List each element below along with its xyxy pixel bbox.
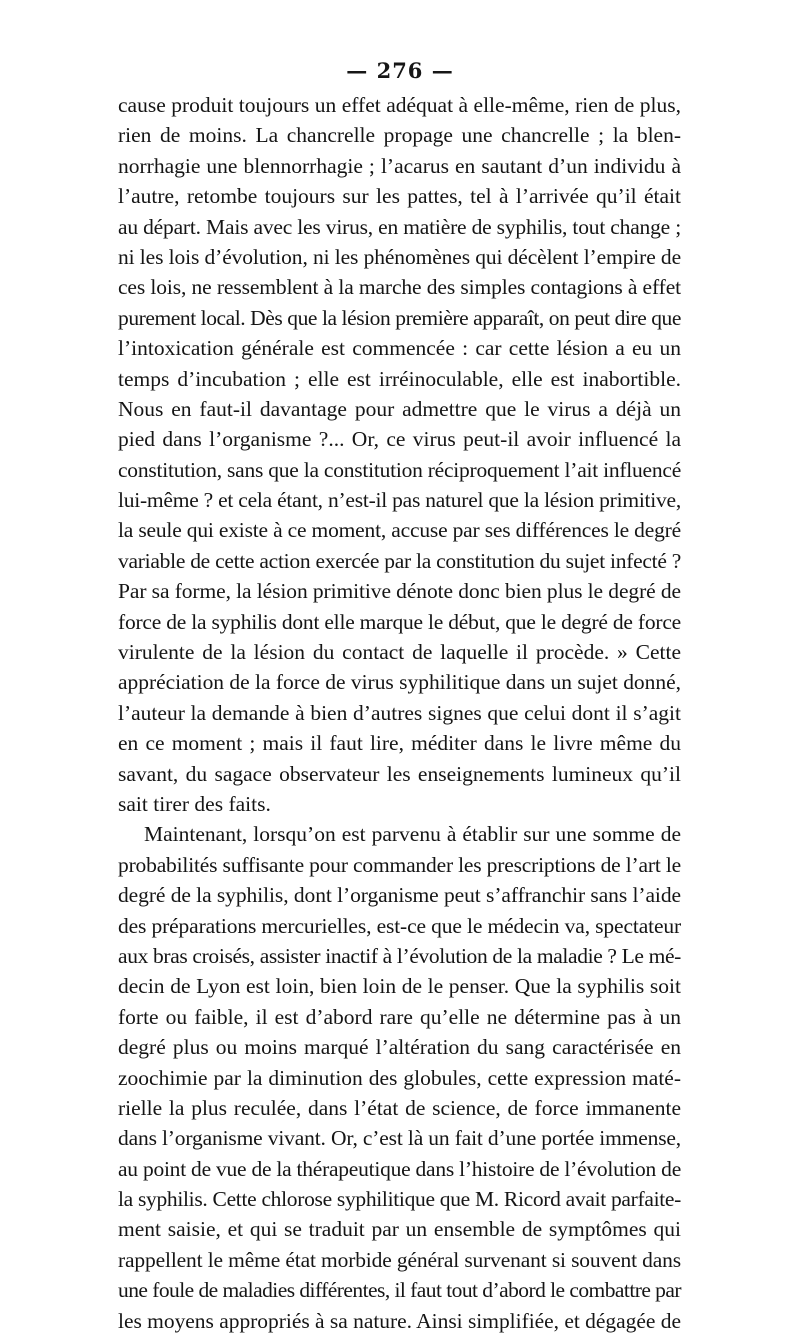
text-line: pied dans l’organisme ?... Or, ce virus peut-il avoir influencé la	[118, 427, 681, 452]
text-line: degré plus ou moins marqué l’altération du sang caractérisée en	[118, 1035, 681, 1060]
page-number: — 276 —	[346, 58, 454, 83]
text-line: la syphilis. Cette chlorose syphilitique que M. Ricord avait parfaite-	[118, 1187, 681, 1212]
text-line: l’intoxication générale est commencée : car cette lésion a eu un	[118, 336, 681, 361]
text-line: rappellent le même état morbide général survenant si souvent dans	[118, 1247, 681, 1272]
text-line: dans l’organisme vivant. Or, c’est là un fait d’une portée immense,	[118, 1126, 681, 1151]
text-line: appréciation de la force de virus syphilitique dans un sujet donné,	[118, 670, 681, 695]
text-line: temps d’incubation ; elle est irréinoculable, elle est inabortible.	[118, 366, 681, 391]
text-line: au départ. Mais avec les virus, en matière de syphilis, tout change ;	[118, 214, 681, 239]
text-line: constitution, sans que la constitution réciproquement l’ait influencé	[118, 457, 682, 482]
text-line: des préparations mercurielles, est-ce que le médecin va, spectateur	[118, 913, 681, 938]
text-line: sait tirer des faits.	[118, 791, 271, 816]
text-line: ment saisie, et qui se traduit par un ensemble de symptômes qui	[118, 1217, 681, 1242]
text-line: cause produit toujours un effet adéquat à elle-même, rien de plus,	[118, 93, 681, 117]
text-line: savant, du sagace observateur les enseignements lumineux qu’il	[118, 761, 681, 786]
body-text	[118, 90, 681, 1336]
text-line: l’auteur la demande à bien d’autres signes que celui dont il s’agit	[118, 700, 681, 725]
text-line: aux bras croisés, assister inactif à l’évolution de la maladie ? Le mé-	[118, 943, 681, 968]
text-line: forte ou faible, il est d’abord rare qu’elle ne détermine pas à un	[118, 1004, 681, 1029]
text-line: zoochimie par la diminution des globules, cette expression maté-	[118, 1065, 681, 1090]
text-line: purement local. Dès que la lésion première apparaît, on peut dire que	[118, 305, 681, 330]
text-line: en ce moment ; mais il faut lire, méditer dans le livre même du	[118, 731, 681, 756]
text-line: decin de Lyon est loin, bien loin de le penser. Que la syphilis soit	[118, 974, 681, 999]
text-line: une foule de maladies différentes, il faut tout d’abord le combattre par	[118, 1278, 681, 1303]
text-line: degré de la syphilis, dont l’organisme peut s’affranchir sans l’aide	[118, 883, 681, 908]
text-line: la seule qui existe à ce moment, accuse par ses différences le degré	[118, 518, 681, 543]
text-line: l’autre, retombe toujours sur les pattes, tel à l’arrivée qu’il était	[118, 184, 681, 209]
text-line: virulente de la lésion du contact de laquelle il procède. » Cette	[118, 640, 681, 665]
text-line: rien de moins. La chancrelle propage une chancrelle ; la blen-	[118, 123, 681, 148]
text-line: au point de vue de la thérapeutique dans l’histoire de l’évolution de	[118, 1156, 681, 1181]
text-line: ni les lois d’évolution, ni les phénomènes qui décèlent l’empire de	[118, 244, 681, 269]
paragraph	[118, 819, 681, 1336]
text-line: force de la syphilis dont elle marque le début, que le degré de force	[118, 609, 681, 634]
text-line: probabilités suffisante pour commander les prescriptions de l’art le	[118, 852, 681, 877]
text-line: variable de cette action exercée par la constitution du sujet infecté ?	[118, 548, 681, 573]
text-line: lui-même ? et cela étant, n’est-il pas naturel que la lésion primitive,	[118, 488, 681, 513]
paragraph	[118, 90, 681, 819]
text-line: rielle la plus reculée, dans l’état de science, de force immanente	[118, 1095, 681, 1120]
text-line: Nous en faut-il davantage pour admettre que le virus a déjà un	[118, 396, 681, 421]
text-line: les moyens appropriés à sa nature. Ainsi simplifiée, et dégagée de	[118, 1308, 681, 1333]
text-line: Par sa forme, la lésion primitive dénote donc bien plus le degré de	[118, 579, 681, 604]
text-line: ces lois, ne ressemblent à la marche des simples contagions à effet	[118, 275, 682, 300]
text-line: norrhagie une blennorrhagie ; l’acarus en sautant d’un individu à	[118, 153, 681, 178]
text-line: Maintenant, lorsqu’on est parvenu à établir sur une somme de	[144, 822, 681, 847]
